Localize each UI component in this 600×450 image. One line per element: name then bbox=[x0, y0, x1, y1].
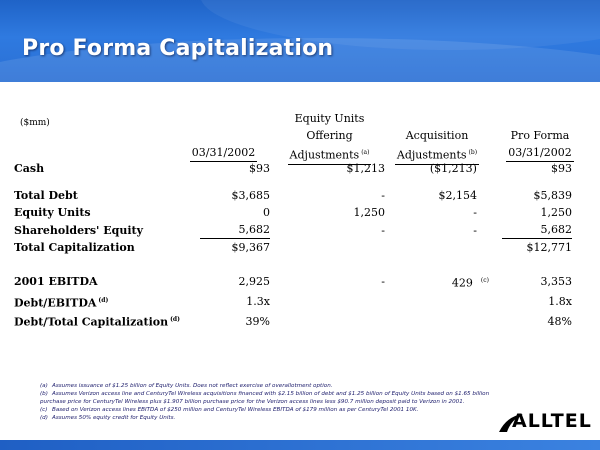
column-header-line: Acquisition bbox=[405, 129, 469, 142]
footnote-tag: (c) bbox=[40, 407, 48, 413]
column-header-line: Adjustments bbox=[289, 148, 360, 162]
footnote-tag: (b) bbox=[40, 391, 48, 397]
cell-value: 48% bbox=[547, 314, 572, 328]
column-header-equity-units-offering bbox=[272, 110, 387, 165]
capitalization-table bbox=[14, 160, 572, 331]
cell-value: - bbox=[473, 206, 477, 219]
row-label: 2001 EBITDA bbox=[14, 275, 98, 289]
row-label: Cash bbox=[14, 162, 45, 175]
row-label: Debt/Total Capitalization bbox=[14, 315, 169, 329]
row-label: Total Debt bbox=[14, 189, 78, 202]
title-banner bbox=[0, 0, 600, 82]
row-label: Shareholders' Equity bbox=[14, 223, 143, 237]
footnote-ref-c: (c) bbox=[480, 277, 489, 284]
cell-value: 2,925 bbox=[238, 275, 270, 289]
column-header-pro-forma bbox=[490, 127, 590, 162]
cell-value bbox=[270, 311, 385, 331]
cell-value: 39% bbox=[245, 314, 270, 328]
alltel-logo: ALLTEL bbox=[512, 410, 592, 432]
row-label: Equity Units bbox=[14, 206, 91, 219]
column-header-line: Offering bbox=[306, 129, 353, 142]
cell-value: 1,250 bbox=[540, 206, 572, 219]
row-label: Total Capitalization bbox=[14, 241, 135, 254]
footnote bbox=[40, 382, 510, 390]
footnote-text: Assumes Verizon access line and CenturyTel Wireless acquisitions financed with $2.15 billion of debt and $1.25 billion of Equity Units based on $1.65 billion purchase price for CenturyTel Wireless plus $1.907 billion purchase price for the Verizon access lines less $90.7 million deposit paid to Verizon in 2001. bbox=[40, 391, 490, 405]
footnote-tag: (d) bbox=[40, 415, 48, 421]
bottom-bar bbox=[0, 440, 600, 450]
cell-value bbox=[270, 292, 385, 312]
table-row bbox=[14, 292, 572, 312]
row-spacer bbox=[14, 177, 572, 187]
row-spacer bbox=[14, 256, 572, 272]
footnote bbox=[40, 406, 510, 414]
footnote-ref-d: (d) bbox=[98, 296, 109, 304]
cell-value: ($1,213) bbox=[429, 162, 477, 175]
cell-value: 1.8x bbox=[548, 294, 572, 308]
cell-value bbox=[385, 292, 477, 312]
units-label: ($mm) bbox=[20, 118, 50, 128]
cell-value: - bbox=[381, 223, 385, 237]
table-row bbox=[14, 272, 572, 292]
cell-value: $2,154 bbox=[438, 189, 477, 202]
column-header-acquisition-adjustments bbox=[387, 127, 487, 165]
cell-value bbox=[385, 239, 477, 256]
row-label: Debt/EBITDA bbox=[14, 296, 97, 310]
footnotes bbox=[40, 382, 510, 422]
cell-value bbox=[385, 311, 477, 331]
footnote-ref-d: (d) bbox=[170, 316, 180, 324]
footnote-ref-b: (b) bbox=[468, 149, 478, 156]
cell-value: $93 bbox=[550, 162, 572, 175]
footnote-text: Based on Verizon access lines EBITDA of $250 million and CenturyTel Wireless EBITDA of $179 million as per CenturyTel 2001 10K. bbox=[52, 407, 419, 413]
cell-value: 1,250 bbox=[353, 206, 385, 219]
table-row bbox=[14, 160, 572, 177]
cell-value: $5,839 bbox=[533, 189, 572, 202]
cell-value: $3,685 bbox=[231, 189, 270, 202]
column-header-line: Equity Units bbox=[294, 112, 365, 125]
cell-value bbox=[270, 239, 385, 256]
cell-value: - bbox=[381, 275, 385, 289]
cell-value: - bbox=[381, 189, 385, 202]
cell-value: - bbox=[473, 223, 477, 237]
footnote bbox=[40, 414, 510, 422]
table-row bbox=[14, 239, 572, 256]
cell-value: 5,682 bbox=[200, 221, 270, 239]
cell-value: $1,213 bbox=[346, 162, 385, 175]
column-header-line: 03/31/2002 bbox=[506, 144, 573, 162]
page-title: Pro Forma Capitalization bbox=[22, 36, 334, 61]
footnote-tag: (a) bbox=[40, 383, 48, 389]
cell-value: 1.3x bbox=[246, 294, 270, 308]
table-row bbox=[14, 204, 572, 221]
footnote-text: Assumes issuance of $1.25 billion of Equity Units. Does not reflect exercise of overallotment option. bbox=[52, 383, 333, 389]
cell-value: $9,367 bbox=[231, 241, 270, 254]
column-header-line: Pro Forma bbox=[510, 129, 570, 142]
cell-value: 3,353 bbox=[540, 275, 572, 289]
table-row bbox=[14, 311, 572, 331]
table-row bbox=[14, 221, 572, 239]
column-header-line: Adjustments bbox=[396, 148, 467, 162]
column-header-line: 03/31/2002 bbox=[190, 144, 257, 162]
footnote-ref-a: (a) bbox=[361, 149, 370, 156]
cell-value: 0 bbox=[262, 206, 270, 219]
table-row bbox=[14, 187, 572, 204]
cell-value: $93 bbox=[248, 162, 270, 175]
cell-value: $12,771 bbox=[526, 241, 572, 254]
footnote bbox=[40, 390, 510, 406]
cell-value: 5,682 bbox=[502, 221, 572, 239]
footnote-text: Assumes 50% equity credit for Equity Units. bbox=[52, 415, 176, 421]
cell-value: 429 bbox=[451, 276, 473, 290]
